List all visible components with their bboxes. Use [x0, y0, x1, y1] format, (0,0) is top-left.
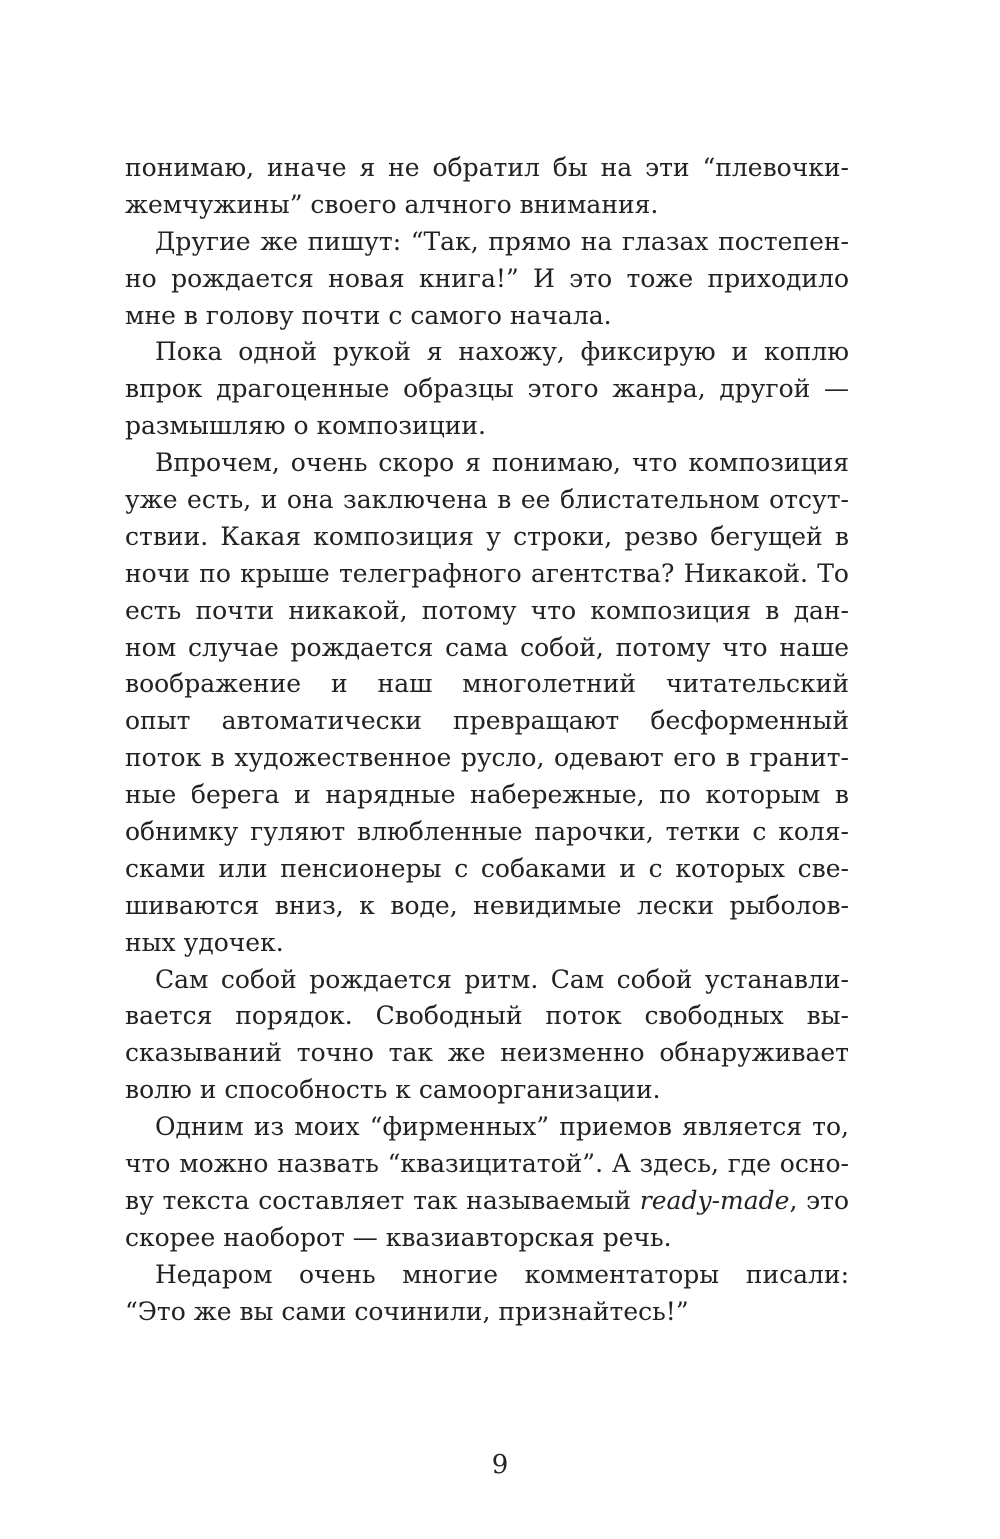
text-line	[125, 1257, 849, 1294]
paragraph	[125, 150, 849, 224]
text-segment: сказываний точно так же неизменно обнаруживает	[125, 1038, 849, 1068]
paragraph	[125, 962, 849, 1110]
text-segment: что можно назвать “квазицитатой”. А здесь, где осно-	[125, 1149, 849, 1179]
text-line	[125, 703, 849, 740]
text-segment: но рождается новая книга!” И это тоже приходило	[125, 263, 849, 293]
text-segment: понимаю, иначе я не обратил бы на эти “плевочки-	[125, 153, 849, 182]
text-line	[125, 150, 849, 187]
text-line	[125, 1072, 849, 1109]
text-segment: воображение и наш многолетний читательский	[125, 669, 849, 699]
text-segment: скорее наоборот — квазиавторская речь.	[125, 1222, 672, 1252]
text-line	[125, 666, 849, 703]
text-line	[125, 630, 849, 667]
text-segment: впрок драгоценные образцы этого жанра, другой —	[125, 374, 849, 404]
text-segment: волю и способность к самоорганизации.	[125, 1075, 661, 1105]
text-line	[125, 1146, 849, 1183]
text-segment: опыт автоматически превращают бесформенный	[125, 706, 849, 736]
text-segment: ных удочек.	[125, 927, 284, 957]
text-segment: Другие же пишут: “Так, прямо на глазах постепен-	[155, 226, 849, 256]
text-line	[125, 482, 849, 519]
text-segment: , это	[789, 1185, 849, 1215]
text-line	[125, 519, 849, 556]
text-segment: ствии. Какая композиция у строки, резво бегущей в	[125, 521, 849, 551]
text-line	[125, 1294, 849, 1331]
text-line	[125, 925, 849, 962]
text-line	[125, 187, 849, 224]
paragraph	[125, 445, 849, 961]
text-line	[125, 1109, 849, 1146]
text-segment: шиваются вниз, к воде, невидимые лески рыболов-	[125, 890, 849, 920]
page-number: 9	[491, 1450, 509, 1480]
text-line	[125, 1220, 849, 1257]
text-segment: обнимку гуляют влюбленные парочки, тетки с коля-	[125, 817, 849, 847]
text-line	[125, 298, 849, 335]
text-line	[125, 445, 849, 482]
text-line	[125, 777, 849, 814]
text-segment: ву текста составляет так называемый	[125, 1185, 640, 1215]
text-line	[125, 851, 849, 888]
text-line	[125, 224, 849, 261]
paragraph	[125, 1109, 849, 1257]
text-segment: размышляю о композиции.	[125, 411, 486, 441]
text-line	[125, 888, 849, 925]
paragraph	[125, 334, 849, 445]
text-segment: ные берега и нарядные набережные, по которым в	[125, 780, 849, 810]
text-segment: уже есть, и она заключена в ее блистательном отсут-	[125, 485, 849, 515]
text-segment: сками или пенсионеры с собаками и с которых све-	[125, 853, 849, 883]
text-segment: поток в художественное русло, одевают его в гранит-	[125, 743, 849, 773]
paragraph	[125, 1257, 849, 1331]
text-segment: ном случае рождается сама собой, потому что наше	[125, 632, 849, 662]
text-line	[125, 261, 849, 298]
text-line	[125, 814, 849, 851]
text-segment: вается порядок. Свободный поток свободных вы-	[125, 1001, 849, 1031]
text-segment: Сам собой рождается ритм. Сам собой устанавли-	[155, 964, 849, 994]
text-line	[125, 408, 849, 445]
paragraph	[125, 224, 849, 335]
text-segment: жемчужины” своего алчного внимания.	[125, 189, 659, 219]
text-line	[125, 334, 849, 371]
page-body	[125, 150, 849, 1331]
text-segment: Недаром очень многие комментаторы писали:	[155, 1259, 849, 1289]
text-segment: ночи по крыше телеграфного агентства? Никакой. То	[125, 558, 849, 588]
text-segment: Одним из моих “фирменных” приемов является то,	[155, 1112, 849, 1142]
text-line	[125, 740, 849, 777]
text-line	[125, 998, 849, 1035]
text-line	[125, 371, 849, 408]
text-line	[125, 1183, 849, 1220]
text-segment: Пока одной рукой я нахожу, фиксирую и коплю	[155, 337, 849, 367]
text-line	[125, 1035, 849, 1072]
text-line	[125, 556, 849, 593]
text-segment: есть почти никакой, потому что композиция в дан-	[125, 595, 849, 625]
text-line	[125, 962, 849, 999]
text-segment: Впрочем, очень скоро я понимаю, что композиция	[155, 448, 849, 478]
text-segment: “Это же вы сами сочинили, признайтесь!”	[125, 1296, 689, 1326]
text-segment: мне в голову почти с самого начала.	[125, 300, 612, 330]
text-line	[125, 593, 849, 630]
italic-term: ready-made	[639, 1185, 790, 1215]
